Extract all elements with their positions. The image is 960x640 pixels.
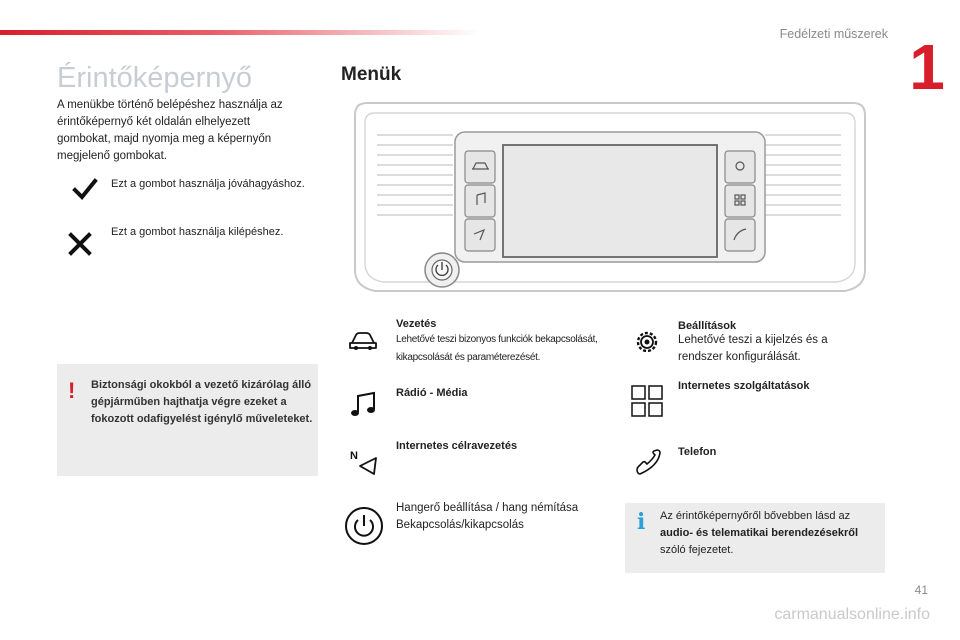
phone-icon [634, 448, 662, 476]
music-note-icon [350, 390, 378, 420]
page-number: 41 [914, 583, 928, 597]
header-accent-bar [0, 30, 480, 35]
menu-item-title: Vezetés [396, 318, 437, 330]
power-icon [344, 506, 384, 546]
confirm-description: Ezt a gombot használja jóváhagyáshoz. [111, 178, 305, 190]
section-title: Fedélzeti műszerek [779, 27, 888, 41]
exclamation-icon: ! [68, 378, 76, 403]
menu-item-desc: Hangerő beállítása / hang némítása Bekapcsolás/kikapcsolás [396, 502, 579, 531]
menu-item-title: Beállítások [678, 320, 737, 332]
menu-item-title: Internetes szolgáltatások [678, 380, 810, 392]
page-title: Érintőképernyő [57, 62, 253, 94]
grid-icon [631, 385, 663, 417]
power-knob [425, 253, 459, 287]
cross-icon [67, 231, 93, 257]
svg-text:N: N [350, 450, 358, 462]
dashboard-diagram [345, 95, 875, 305]
warning-text: Biztonsági okokból a vezető kizárólag álló gépjárműben hajthatja végre ezeket a fokozott odafigyelést igénylő műveleteket. [91, 379, 313, 425]
left-screen-buttons [465, 151, 495, 251]
chapter-marker [902, 31, 952, 103]
navigation-arrow-icon [350, 448, 380, 478]
checkmark-icon [72, 176, 98, 202]
right-air-vent [765, 135, 841, 215]
menu-item-desc: Lehetővé teszi bizonyos funkciók bekapcsolását, kikapcsolását és paraméterezését. [396, 334, 598, 363]
info-text-before: Az érintőképernyőről bővebben lásd az [660, 510, 851, 522]
right-screen-buttons [725, 151, 755, 251]
info-text [660, 508, 880, 559]
info-icon: i [637, 509, 646, 535]
info-text-after: szóló fejezetet. [660, 544, 734, 556]
watermark: carmanualsonline.info [774, 606, 930, 623]
intro-paragraph: A menükbe történő belépéshez használja az érintőképernyő két oldalán elhelyezett gombokat, majd nyomja meg a képernyőn megjelenő gombokat. [57, 99, 283, 162]
car-icon [348, 329, 378, 353]
gear-icon [632, 327, 662, 357]
menus-title: Menük [341, 64, 402, 85]
menu-item-desc: Lehetővé teszi a kijelzés és a rendszer konfigurálását. [678, 334, 828, 363]
info-text-bold: audio- és telematikai berendezésekről [660, 527, 859, 539]
menu-item-title: Telefon [678, 446, 717, 458]
exit-description: Ezt a gombot használja kilépéshez. [111, 226, 284, 238]
menu-item-title: Internetes célravezetés [396, 440, 518, 452]
menu-item-title: Rádió - Média [396, 387, 468, 399]
left-air-vent [377, 135, 453, 215]
chapter-number: 1 [909, 31, 945, 103]
